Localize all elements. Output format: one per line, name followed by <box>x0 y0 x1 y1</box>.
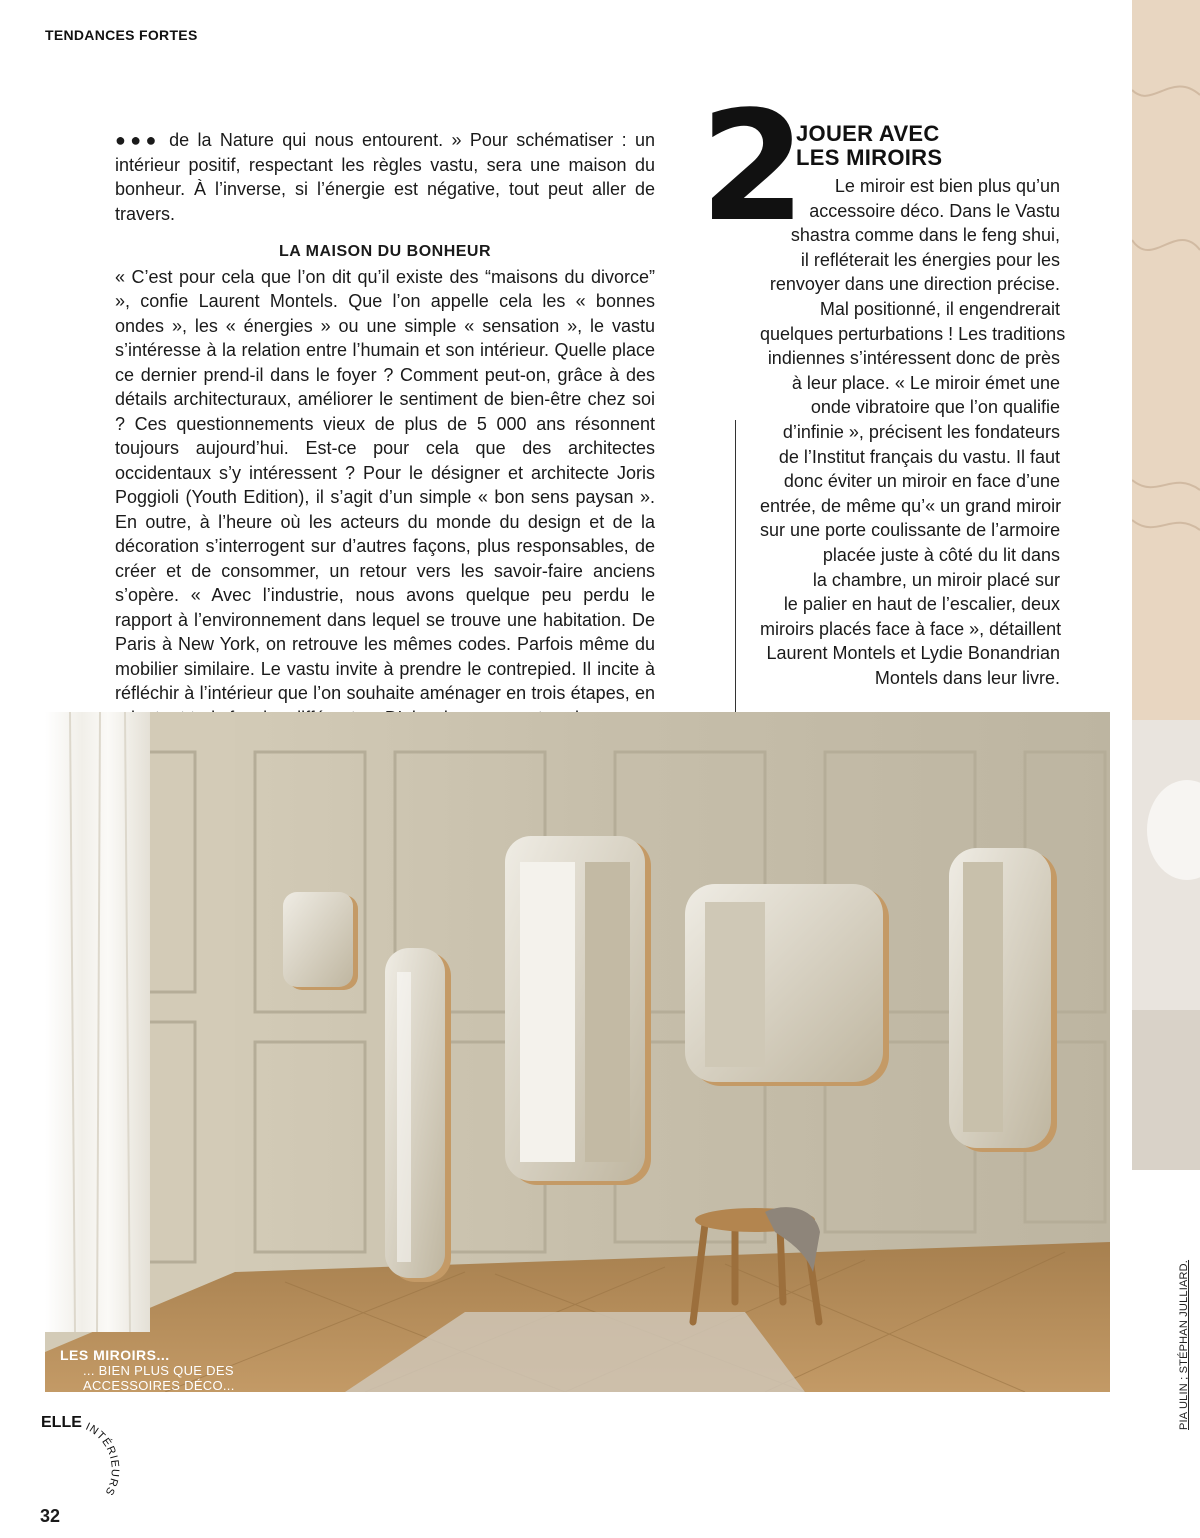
brand-logo-text: ELLE <box>41 1414 82 1431</box>
intro-paragraph <box>115 128 655 226</box>
text-line: donc éviter un miroir en face d’une <box>783 471 1060 492</box>
text-line: Le miroir est bien plus qu’un <box>834 176 1060 196</box>
photo-credit: PIA ULIN ; STÉPHAN JULLIARD. <box>1178 1259 1190 1430</box>
body-paragraph <box>115 265 655 731</box>
text-line: placée juste à côté du lit dans <box>822 544 1060 565</box>
brand-arc-logo <box>41 1405 121 1505</box>
page-number: 32 <box>40 1506 61 1526</box>
mirrors-photo <box>45 712 1110 1392</box>
mirror-square <box>685 884 889 1086</box>
caption-title: LES MIROIRS... <box>60 1347 170 1363</box>
mirror-tall-leaning <box>385 948 451 1282</box>
photo-caption <box>60 1348 235 1393</box>
adjacent-page-image <box>1132 0 1200 1170</box>
intro-text: de la Nature qui nous entourent. » Pour schématiser : un intérieur positif, respectant les règles vastu, sera une maison du bonheur. À l’inverse, si l’énergie est négative, tout peut aller de travers. <box>115 130 655 224</box>
mirror-small <box>283 892 358 990</box>
magazine-brand <box>41 1405 121 1510</box>
text-line: Laurent Montels et Lydie Bonandrian <box>766 643 1060 664</box>
text-line: indiennes s’intéressent donc de près <box>767 348 1060 369</box>
text-line: renvoyer dans une direction précise. <box>769 274 1060 295</box>
text-line: Montels dans leur livre. <box>874 667 1060 688</box>
body-text: « C’est pour cela que l’on dit qu’il existe des “maisons du divorce” », confie Laurent Montels. Que l’on appelle cela les « bonnes ondes », les « énergies » ou une simple « sensation », le vastu s’intéresse à la relation entre l’humain et son intérieur. Quelle place ce dernier prend-il dans le foyer ? Comment peut-on, grâce à des détails architecturaux, améliorer le sentiment de bien-être chez soi ? Ces questionnements vieux de plus de 5 000 ans résonnent toujours aujourd’hui. Est-ce pour cela que des architectes occidentaux s’y intéressent ? Pour le désigner et architecte Joris Poggioli (Youth Edition), il s’agit d’un simple « bon sens paysan ». En outre, à l’heure où les acteurs du monde du design et de la décoration s’interrogent sur d’autres façons, plus responsables, de créer et de consommer, un retour vers les savoir-faire anciens s’opère. « Avec l’industrie, nous avons quelque peu perdu le rapport à l’environnement dans lequel se trouve une habitation. De Paris à New York, on retrouve les mêmes codes. Parfois même du mobilier similaire. Le vastu invite à prendre le contrepied. Il incite à réfléchir à l’intérieur que l’on souhaite aménager en trois étapes, en <box>115 266 655 703</box>
text-line: Mal positionné, il engendrerait <box>819 298 1060 319</box>
text-line: de l’Institut français du vastu. Il faut <box>778 446 1060 467</box>
text-line: le palier en haut de l’escalier, deux <box>783 594 1060 615</box>
text-line: accessoire déco. Dans le Vastu <box>809 200 1060 221</box>
subheading: LA MAISON DU BONHEUR <box>278 243 492 260</box>
text-line: il refléterait les énergies pour les <box>800 249 1060 270</box>
section-title-line-2: LES MIROIRS <box>796 145 943 170</box>
caption-line-2: ACCESSOIRES DÉCO... <box>83 1378 235 1393</box>
text-line: sur une porte coulissante de l’armoire <box>760 520 1061 541</box>
caption-line-1: ... BIEN PLUS QUE DES <box>83 1363 234 1378</box>
text-line: onde vibratoire que l’on qualifie <box>810 397 1060 418</box>
column-divider <box>735 420 736 712</box>
mirrors-room-illustration <box>45 712 1110 1392</box>
adjacent-page-edge <box>1132 0 1200 1170</box>
section-title <box>796 122 942 170</box>
text-line: miroirs placés face à face », détaillent <box>760 618 1062 639</box>
text-line: la chambre, un miroir placé sur <box>812 569 1060 590</box>
text-line: quelques perturbations ! Les traditions <box>760 323 1066 344</box>
text-line: entrée, de même qu’« un grand miroir <box>760 495 1062 516</box>
brand-subtitle: INTÉRIEURS <box>83 1420 121 1498</box>
mirror-right <box>949 848 1057 1152</box>
continuation-dots: ●●● <box>115 130 161 150</box>
text-line: d’infinie », précisent les fondateurs <box>782 421 1060 442</box>
mirror-large-center <box>505 836 651 1185</box>
article-left-column <box>115 128 655 730</box>
section-title-line-1: JOUER AVEC <box>796 121 940 146</box>
text-line: shastra comme dans le feng shui, <box>790 225 1060 246</box>
article-right-column <box>760 174 1066 690</box>
text-line: à leur place. « Le miroir émet une <box>791 372 1060 393</box>
section-number: 2 <box>700 78 806 255</box>
section-kicker: TENDANCES FORTES <box>45 27 198 43</box>
